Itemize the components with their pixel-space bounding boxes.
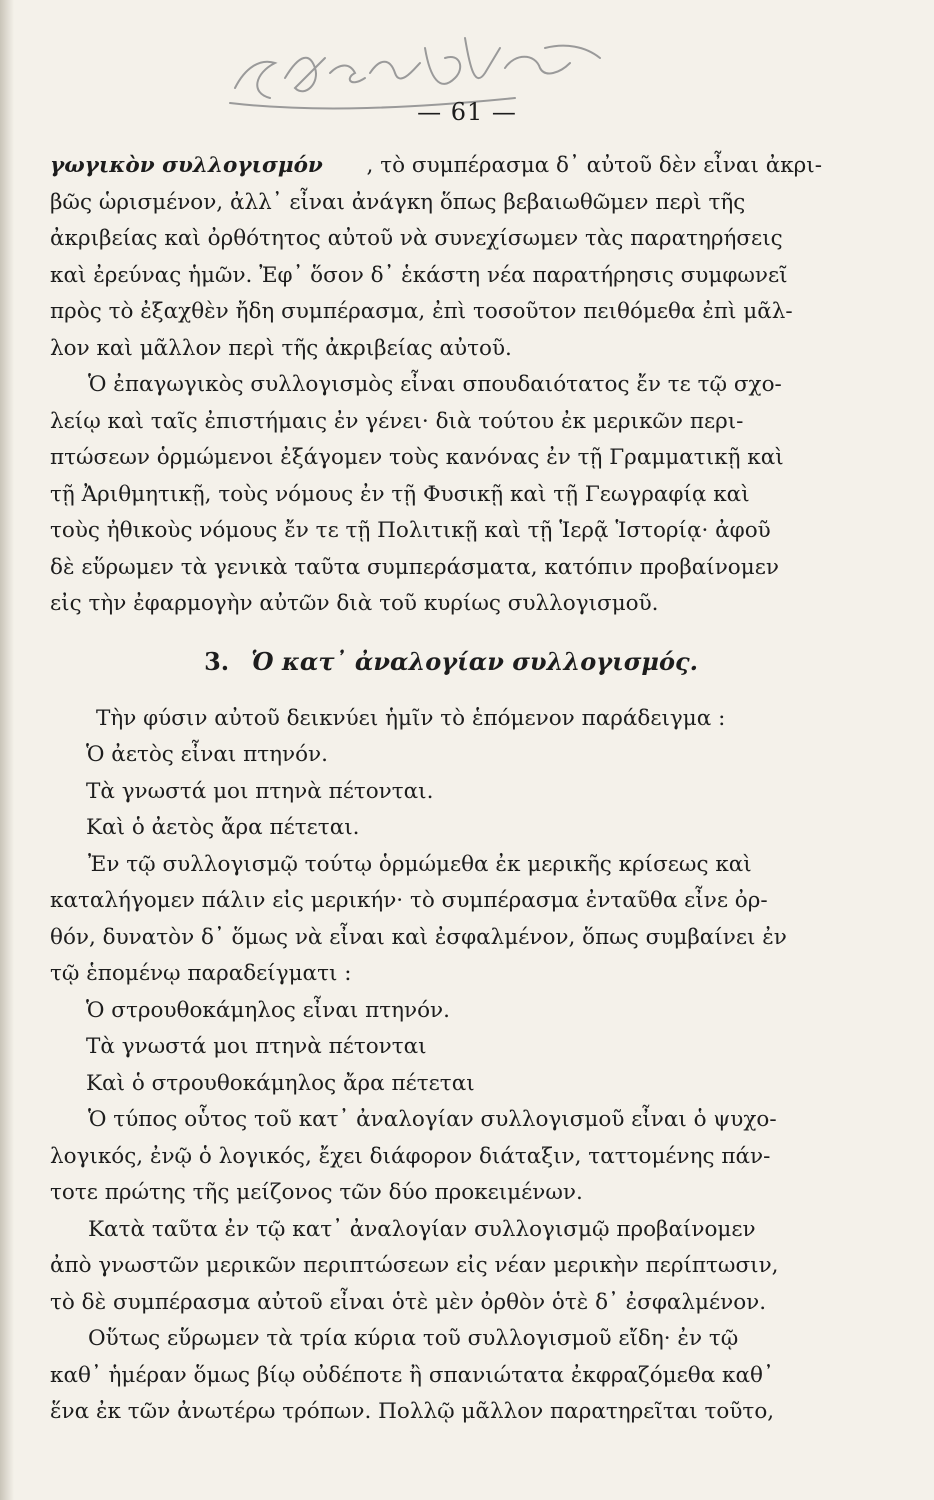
text-line xyxy=(50,185,822,222)
example-2 xyxy=(50,993,822,1103)
line-text: καταλήγομεν πάλιν εἰς μερικήν· τὸ συμπέρασμα ἐνταῦθα εἶνε ὀρ- xyxy=(50,888,768,913)
paragraph-1 xyxy=(50,148,822,367)
line-text: τοὺς ἠθικοὺς νόμους ἔν τε τῇ Πολιτικῇ καὶ τῇ Ἱερᾷ Ἱστορίᾳ· ἀφοῦ xyxy=(50,518,771,543)
text-line xyxy=(50,294,822,331)
line-text: καθ᾽ ἡμέραν ὅμως βίῳ οὐδέποτε ἢ σπανιώτατα ἐκφραζόμεθα καθ᾽ xyxy=(50,1362,774,1388)
line-text: ἀπὸ γνωστῶν μερικῶν περιπτώσεων εἰς νέαν μερικὴν περίπτωσιν, xyxy=(50,1253,779,1278)
text-line xyxy=(50,477,822,514)
line-text: πτώσεων ὁρμώμενοι ἐξάγομεν τοὺς κανόνας ἐν τῇ Γραμματικῇ καὶ xyxy=(50,445,784,470)
text-line xyxy=(50,1248,822,1285)
paragraph-2 xyxy=(50,367,822,623)
line-text: καὶ ἐρεύνας ἡμῶν. Ἐφ᾽ ὅσον δ᾽ ἑκάστη νέα παρατήρησις συμφωνεῖ xyxy=(50,262,788,288)
line-text: Καὶ ὁ ἀετὸς ἄρα πέτεται. xyxy=(86,815,360,840)
line-text: ἀκριβείας καὶ ὀρθότητος αὐτοῦ νὰ συνεχίσωμεν τὰς παρατηρήσεις xyxy=(50,226,783,251)
line-text: Οὕτως εὕρωμεν τὰ τρία κύρια τοῦ συλλογισμοῦ εἴδη· ἐν τῷ xyxy=(88,1326,739,1351)
line-text: τῇ Ἀριθμητικῇ, τοὺς νόμους ἐν τῇ Φυσικῇ καὶ τῇ Γεωγραφίᾳ καὶ xyxy=(50,481,750,507)
text-line xyxy=(50,1394,822,1431)
text-line xyxy=(50,404,822,441)
text-line xyxy=(50,331,822,368)
paragraph-5 xyxy=(50,1212,822,1322)
line-text: Ὁ ἐπαγωγικὸς συλλογισμὸς εἶναι σπουδαιότατος ἔν τε τῷ σχο- xyxy=(88,372,782,397)
example-line xyxy=(50,810,822,847)
line-text: λείῳ καὶ ταῖς ἐπιστήμαις ἐν γένει· διὰ τούτου ἐκ μερικῶν περι- xyxy=(50,408,744,434)
text-line xyxy=(50,920,822,957)
example-line xyxy=(50,993,822,1030)
paragraph-3 xyxy=(50,847,822,993)
line-text: θόν, δυνατὸν δ᾽ ὅμως νὰ εἶναι καὶ ἐσφαλμένον, ὅπως συμβαίνει ἐν xyxy=(50,924,787,950)
line-text: Τὰ γνωστά μοι πτηνὰ πέτονται xyxy=(86,1034,427,1059)
line-text: Καὶ ὁ στρουθοκάμηλος ἄρα πέτεται xyxy=(86,1070,475,1096)
text-line xyxy=(50,440,822,477)
example-line xyxy=(50,774,822,811)
text-line xyxy=(50,550,822,587)
paragraph-6 xyxy=(50,1321,822,1431)
text-line xyxy=(50,148,822,185)
text-line xyxy=(50,1358,822,1395)
line-text: , τὸ συμπέρασμα δ᾽ αὐτοῦ δὲν εἶναι ἀκρι- xyxy=(366,153,822,178)
line-text: Ὁ ἀετὸς εἶναι πτηνόν. xyxy=(86,742,328,767)
example-line xyxy=(50,1029,822,1066)
text-line xyxy=(50,258,822,295)
line-text: λον καὶ μᾶλλον περὶ τῆς ἀκριβείας αὐτοῦ. xyxy=(50,335,512,361)
text-line xyxy=(50,513,822,550)
line-text: Τὴν φύσιν αὐτοῦ δεικνύει ἡμῖν τὸ ἑπόμενον παράδειγμα : xyxy=(96,705,726,731)
text-line xyxy=(50,1285,822,1322)
text-line xyxy=(50,1139,822,1176)
line-text: βῶς ὡρισμένον, ἀλλ᾽ εἶναι ἀνάγκη ὅπως βεβαιωθῶμεν περὶ τῆς xyxy=(50,189,746,215)
line-text: τὸ δὲ συμπέρασμα αὐτοῦ εἶναι ὁτὲ μὲν ὀρθὸν ὁτὲ δ᾽ ἐσφαλμένον. xyxy=(50,1289,767,1315)
example-line xyxy=(50,737,822,774)
line-text: Ὁ στρουθοκάμηλος εἶναι πτηνόν. xyxy=(86,997,450,1023)
line-text: εἰς τὴν ἐφαρμογὴν αὐτῶν διὰ τοῦ κυρίως συλλογισμοῦ. xyxy=(50,591,659,616)
text-line xyxy=(50,367,822,404)
line-text: Τὰ γνωστά μοι πτηνὰ πέτονται. xyxy=(86,778,434,804)
text-line xyxy=(50,221,822,258)
page-number: — 61 — xyxy=(417,98,517,126)
example-line xyxy=(50,1066,822,1103)
emphasis-term: γωγικὸν συλλογισμόν xyxy=(50,153,323,178)
line-text: Ἐν τῷ συλλογισμῷ τούτῳ ὁρμώμεθα ἐκ μερικῆς κρίσεως καὶ xyxy=(88,851,752,877)
line-text: δὲ εὕρωμεν τὰ γενικὰ ταῦτα συμπεράσματα, κατόπιν προβαίνομεν xyxy=(50,554,779,580)
line-text: τοτε πρώτης τῆς μείζονος τῶν δύο προκειμένων. xyxy=(50,1180,583,1205)
text-line xyxy=(50,1102,822,1139)
text-line xyxy=(50,847,822,884)
section-number: 3. xyxy=(204,646,230,676)
line-text: τῷ ἑπομένῳ παραδείγματι : xyxy=(50,961,352,986)
text-line xyxy=(50,956,822,993)
main-text xyxy=(50,148,822,1431)
text-line xyxy=(50,1321,822,1358)
text-line xyxy=(50,883,822,920)
line-text: ἕνα ἐκ τῶν ἀνωτέρω τρόπων. Πολλῷ μᾶλλον παρατηρεῖται τοῦτο, xyxy=(50,1399,775,1424)
page-edge-shadow xyxy=(0,0,14,1500)
line-text: λογικός, ἐνῷ ὁ λογικός, ἔχει διάφορον διάταξιν, ταττομένης πάν- xyxy=(50,1143,771,1169)
line-text: πρὸς τὸ ἐξαχθὲν ἤδη συμπέρασμα, ἐπὶ τοσοῦτον πειθόμεθα ἐπὶ μᾶλ- xyxy=(50,299,793,324)
text-line xyxy=(50,1212,822,1249)
section-heading xyxy=(50,623,822,701)
text-line xyxy=(50,1175,822,1212)
line-text: Ὁ τύπος οὗτος τοῦ κατ᾽ ἀναλογίαν συλλογισμοῦ εἶναι ὁ ψυχο- xyxy=(88,1107,777,1132)
intro-line xyxy=(50,701,822,738)
paragraph-4 xyxy=(50,1102,822,1212)
example-1 xyxy=(50,737,822,847)
line-text: Κατὰ ταῦτα ἐν τῷ κατ᾽ ἀναλογίαν συλλογισμῷ προβαίνομεν xyxy=(88,1216,756,1242)
section-title: Ὁ κατ᾽ ἀναλογίαν συλλογισμός. xyxy=(251,646,698,676)
text-line xyxy=(50,586,822,623)
